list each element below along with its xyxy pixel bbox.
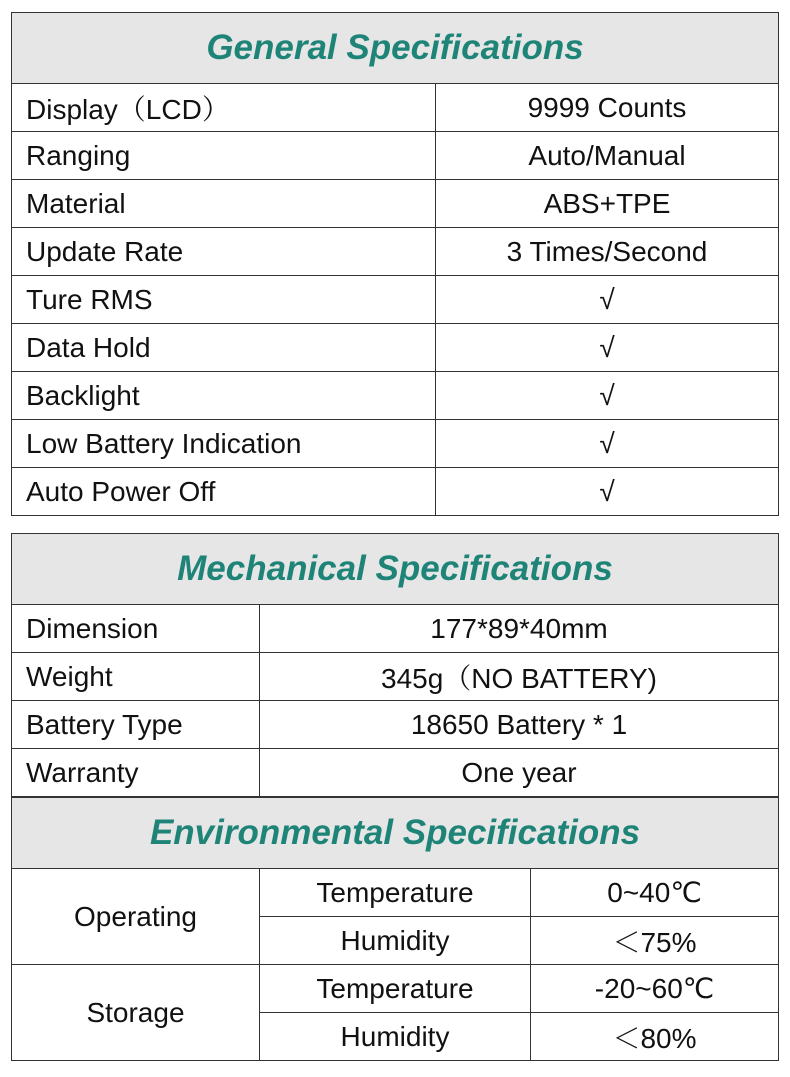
param-label: Temperature	[260, 965, 531, 1013]
table-row	[12, 653, 779, 701]
spec-value: 177*89*40mm	[260, 605, 779, 653]
section-title: General Specifications	[12, 13, 779, 84]
table-row	[12, 276, 779, 324]
spec-label: Data Hold	[12, 324, 436, 372]
check-mark: √	[436, 372, 779, 420]
section-title: Mechanical Specifications	[12, 534, 779, 605]
spec-label: Material	[12, 180, 436, 228]
table-row	[12, 749, 779, 797]
spec-label: Update Rate	[12, 228, 436, 276]
param-value: -20~60℃	[531, 965, 779, 1013]
spec-value: Auto/Manual	[436, 132, 779, 180]
general-specifications-table	[11, 12, 779, 516]
spec-value: 345g（NO BATTERY)	[260, 653, 779, 701]
check-mark: √	[436, 468, 779, 516]
spec-value: ABS+TPE	[436, 180, 779, 228]
param-value: ＜75%	[531, 917, 779, 965]
table-row	[12, 372, 779, 420]
spec-label: Warranty	[12, 749, 260, 797]
spec-label: Low Battery Indication	[12, 420, 436, 468]
spec-label: Battery Type	[12, 701, 260, 749]
condition-group-label: Storage	[12, 965, 260, 1061]
table-row	[12, 228, 779, 276]
spec-label: Weight	[12, 653, 260, 701]
check-mark: √	[436, 276, 779, 324]
param-value: 0~40℃	[531, 869, 779, 917]
spec-label: Ture RMS	[12, 276, 436, 324]
spec-label: Dimension	[12, 605, 260, 653]
check-mark: √	[436, 420, 779, 468]
table-row	[12, 132, 779, 180]
table-header-row	[12, 534, 779, 605]
table-row	[12, 84, 779, 132]
spec-value: 3 Times/Second	[436, 228, 779, 276]
table-row	[12, 701, 779, 749]
table-row	[12, 965, 779, 1013]
param-label: Humidity	[260, 1013, 531, 1061]
section-title: Environmental Specifications	[12, 798, 779, 869]
param-label: Temperature	[260, 869, 531, 917]
table-row	[12, 420, 779, 468]
table-row	[12, 324, 779, 372]
param-value: ＜80%	[531, 1013, 779, 1061]
condition-group-label: Operating	[12, 869, 260, 965]
spec-value: One year	[260, 749, 779, 797]
spec-label: Backlight	[12, 372, 436, 420]
mechanical-specifications-table	[11, 533, 779, 797]
table-header-row	[12, 13, 779, 84]
environmental-specifications-table	[11, 797, 779, 1061]
spec-value: 18650 Battery * 1	[260, 701, 779, 749]
table-row	[12, 468, 779, 516]
spec-value: 9999 Counts	[436, 84, 779, 132]
param-label: Humidity	[260, 917, 531, 965]
spec-label: Display（LCD）	[12, 84, 436, 132]
table-row	[12, 180, 779, 228]
spec-label: Ranging	[12, 132, 436, 180]
check-mark: √	[436, 324, 779, 372]
table-row	[12, 869, 779, 917]
table-row	[12, 605, 779, 653]
spec-label: Auto Power Off	[12, 468, 436, 516]
table-header-row	[12, 798, 779, 869]
